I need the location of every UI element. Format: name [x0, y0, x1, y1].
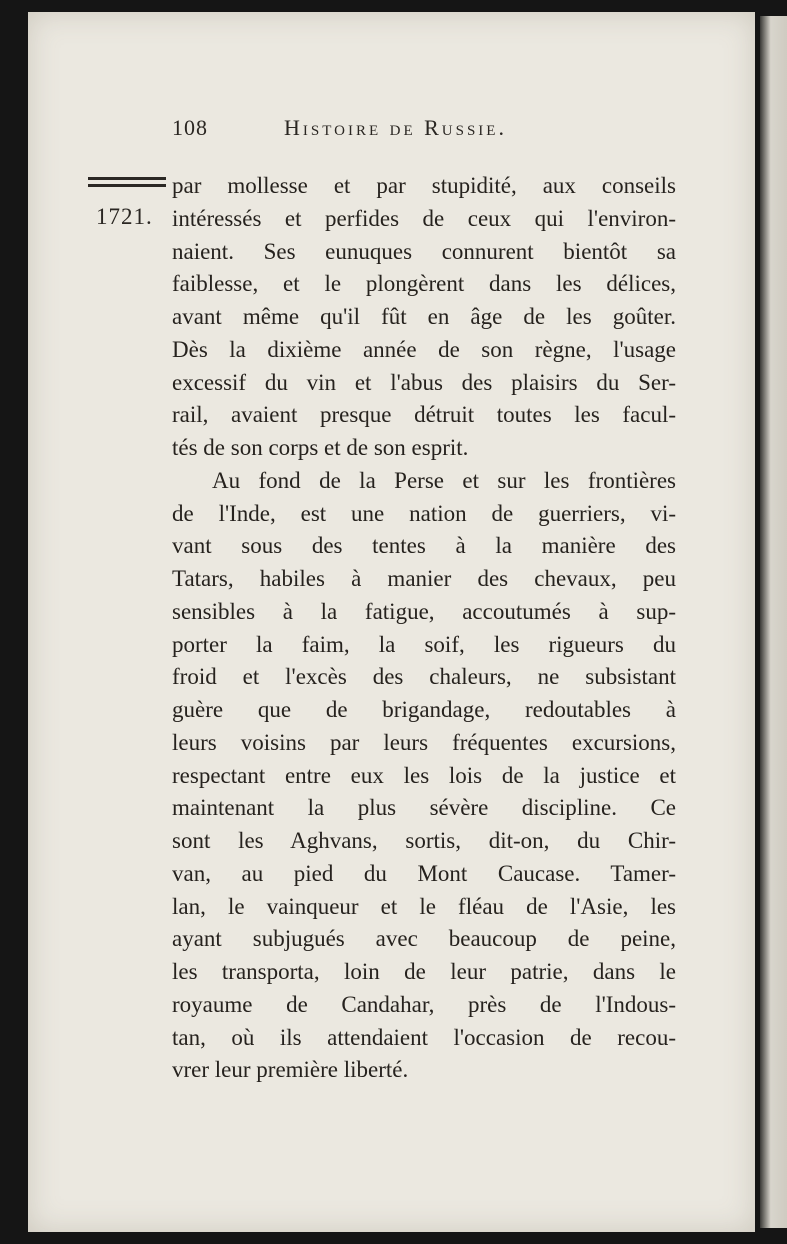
text-line: rail, avaient presque détruit toutes les facul- [172, 402, 676, 428]
text-line: ayant subjugués avec beaucoup de peine, [172, 926, 676, 952]
text-line: sont les Aghvans, sortis, dit-on, du Chir- [172, 828, 676, 853]
text-line: royaume de Candahar, près de l'Indous- [172, 991, 676, 1017]
text-line: avant même qu'il fût en âge de les goûter. [172, 304, 676, 329]
page-number: 108 [172, 115, 208, 140]
text-line: Dès la dixième année de son règne, l'usage [172, 336, 676, 362]
text-line: intéressés et perfides de ceux qui l'environ- [172, 205, 676, 231]
text-line: vant sous des tentes à la manière des [172, 533, 676, 559]
running-title: Histoire de Russie. [284, 115, 507, 140]
text-line: van, au pied du Mont Caucase. Tamer- [172, 860, 676, 886]
margin-year: 1721. [96, 204, 153, 229]
text-line: de l'Inde, est une nation de guerriers, vi- [172, 500, 676, 526]
text-line: vrer leur première liberté. [172, 1057, 409, 1083]
text-line: excessif du vin et l'abus des plaisirs du Ser- [172, 369, 676, 395]
text-line: maintenant la plus sévère discipline. Ce [172, 795, 676, 821]
text-line: froid et l'excès des chaleurs, ne subsistant [172, 664, 676, 690]
paragraph-start-line: Au fond de la Perse et sur les frontières [212, 467, 676, 493]
text-line: leurs voisins par leurs fréquentes excursions, [172, 729, 676, 755]
text-line: Tatars, habiles à manier des chevaux, peu [172, 566, 676, 591]
text-line: tés de son corps et de son esprit. [172, 435, 469, 460]
text-line: faiblesse, et le plongèrent dans les délices, [172, 271, 676, 297]
text-line: porter la faim, la soif, les rigueurs du [172, 631, 676, 657]
text-line: par mollesse et par stupidité, aux conseils [172, 173, 676, 198]
body-text [172, 170, 676, 1087]
text-line: guère que de brigandage, redoutables à [172, 697, 676, 722]
text-line: lan, le vainqueur et le fléau de l'Asie, les [172, 893, 676, 919]
margin-double-rule-bottom [88, 184, 166, 187]
text-line: respectant entre eux les lois de la justice et [172, 762, 676, 788]
text-line: tan, où ils attendaient l'occasion de recou- [172, 1024, 676, 1050]
text-line: sensibles à la fatigue, accoutumés à sup- [172, 598, 676, 624]
text-line: les transporta, loin de leur patrie, dans le [172, 959, 676, 984]
text-line: naient. Ses eunuques connurent bientôt sa [172, 238, 676, 264]
margin-double-rule-top [88, 177, 166, 180]
adjacent-page-edge [760, 16, 787, 1228]
